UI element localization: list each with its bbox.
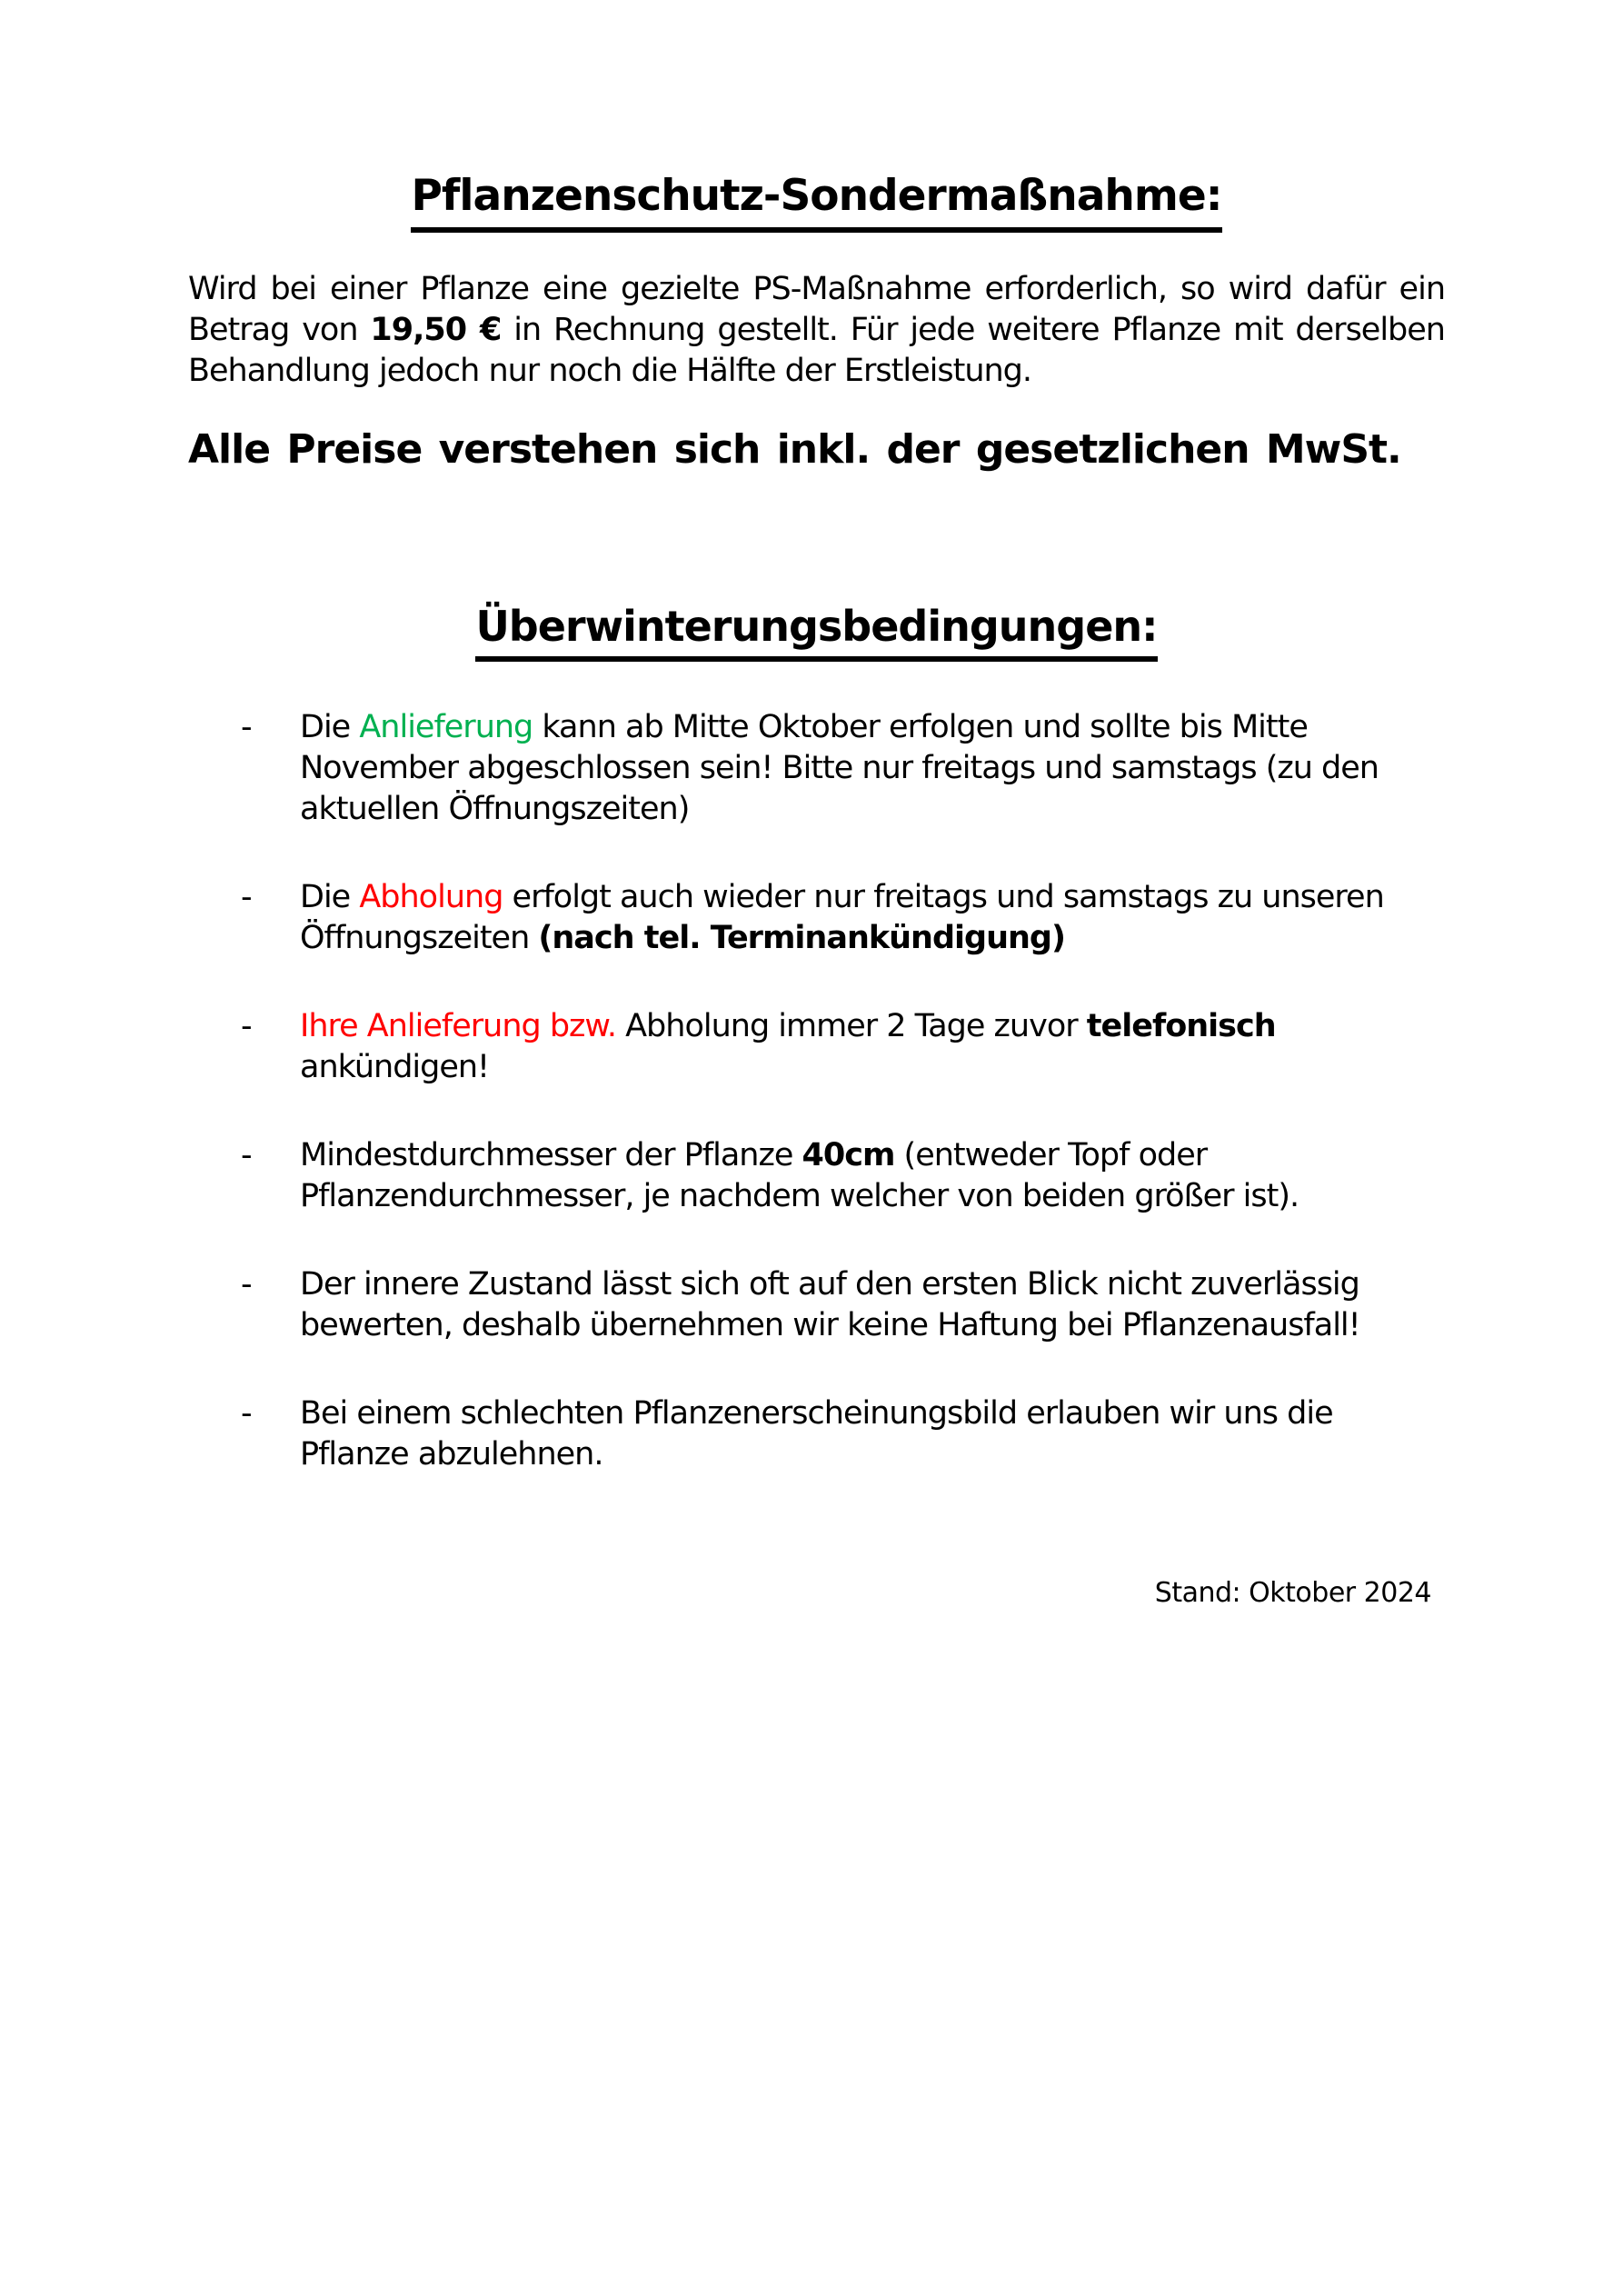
bullet-item <box>188 1006 1445 1088</box>
bullet-text <box>300 1264 1445 1346</box>
bullet-item <box>188 707 1445 830</box>
bullet-item <box>188 1264 1445 1346</box>
vat-note: Alle Preise verstehen sich inkl. der gesetzlichen MwSt. <box>188 426 1401 473</box>
text-segment-red: Abholung <box>359 879 503 915</box>
text-segment: in Rechnung gestellt. Für jede weitere Pflanze mit derselben Behandlung jedoch nur noch die Hälfte der Erstleistung. <box>188 312 1445 389</box>
document-title-text: Pflanzenschutz-Sondermaßnahme: <box>411 171 1221 233</box>
text-segment: Der innere Zustand lässt sich oft auf den ersten Blick nicht zuverlässig bewerten, deshalb übernehmen wir keine Haftung bei Pflanzenausfall! <box>300 1266 1360 1343</box>
text-segment: Die <box>300 879 360 915</box>
text-segment-bold: (nach tel. Terminankündigung) <box>538 920 1065 956</box>
bullet-list <box>188 707 1445 1475</box>
text-segment: erfolgt auch wieder nur freitags und samstags zu unseren Öffnungszeiten <box>300 879 1384 956</box>
text-segment: (entweder Topf oder Pflanzendurchmesser, je nachdem welcher von beiden größer ist). <box>300 1137 1299 1214</box>
bullet-dash: - <box>241 709 252 745</box>
revision-date: Stand: Oktober 2024 <box>1154 1577 1431 1609</box>
bullet-dash: - <box>241 1266 252 1303</box>
document-title <box>188 171 1445 233</box>
text-segment: Abholung immer 2 Tage zuvor <box>615 1008 1087 1044</box>
intro-paragraph <box>188 269 1445 392</box>
bullet-text <box>300 1135 1445 1217</box>
bullet-item <box>188 1393 1445 1475</box>
section-title-text: Überwinterungsbedingungen: <box>475 602 1157 662</box>
bullet-dash: - <box>241 1008 252 1044</box>
text-segment: Bei einem schlechten Pflanzenerscheinungsbild erlauben wir uns die Pflanze abzulehnen. <box>300 1395 1333 1472</box>
text-segment: Die <box>300 709 360 745</box>
text-segment-bold: 40cm <box>802 1137 895 1173</box>
text-segment-bold: 19,50 € <box>370 312 502 348</box>
bullet-text <box>300 877 1445 959</box>
bullet-item <box>188 877 1445 959</box>
text-segment: kann ab Mitte Oktober erfolgen und sollte bis Mitte November abgeschlossen sein! Bitte nur freitags und samstags (zu den aktuellen Öffnungszeiten) <box>300 709 1379 827</box>
text-segment-bold: telefonisch <box>1086 1008 1276 1044</box>
text-segment-green: Anlieferung <box>359 709 533 745</box>
bullet-dash: - <box>241 1137 252 1173</box>
text-segment: Mindestdurchmesser der Pflanze <box>300 1137 802 1173</box>
bullet-item <box>188 1135 1445 1217</box>
bullet-dash: - <box>241 1395 252 1432</box>
bullet-text <box>300 1006 1445 1088</box>
section-title <box>188 602 1445 662</box>
bullet-text <box>300 707 1445 830</box>
bullet-text <box>300 1393 1445 1475</box>
text-segment: ankündigen! <box>300 1049 490 1085</box>
text-segment: Wird bei einer Pflanze eine gezielte PS-Maßnahme erforderlich, so wird dafür ein Betrag von <box>188 271 1445 348</box>
bullet-dash: - <box>241 879 252 915</box>
document-content <box>0 171 1623 1609</box>
text-segment-red: Ihre Anlieferung bzw. <box>300 1008 616 1044</box>
